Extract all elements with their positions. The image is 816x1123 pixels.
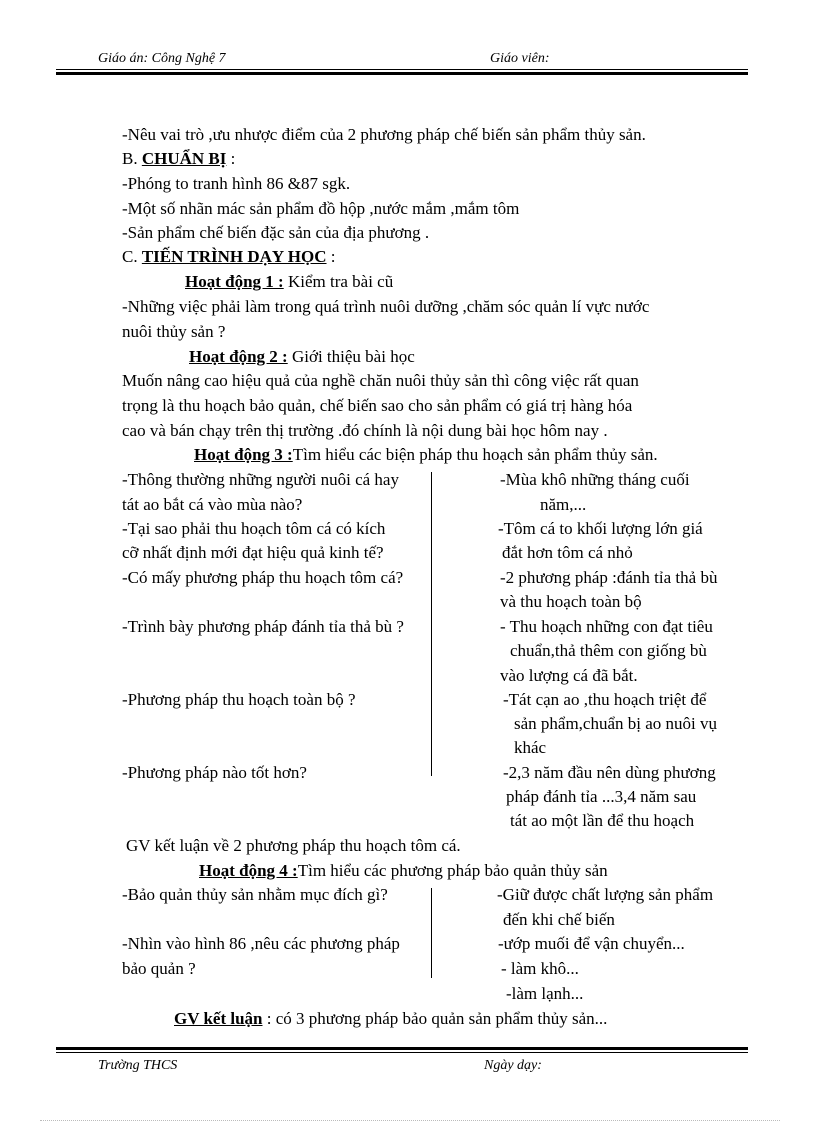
qa2-answer: -ướp muối để vận chuyển... bbox=[498, 934, 685, 953]
footer-left: Trường THCS bbox=[98, 1058, 178, 1073]
qa1-answer: và thu hoạch toàn bộ bbox=[500, 592, 642, 611]
intro-paragraph-line-1: Muốn nâng cao hiệu quả của nghề chăn nuôi thủy sản thì công việc rất quan bbox=[122, 371, 639, 390]
prep-line-3: -Sản phẩm chế biến đặc sản của địa phương . bbox=[122, 223, 430, 242]
review-question-line-2: nuôi thủy sản ? bbox=[122, 322, 226, 341]
section-c-title: TIẾN TRÌNH DẠY HỌC bbox=[141, 247, 327, 266]
qa1-answer: đắt hơn tôm cá nhỏ bbox=[502, 543, 633, 562]
header-rule-thick bbox=[56, 72, 748, 75]
activity-4-heading bbox=[199, 860, 608, 881]
prep-line-1: -Phóng to tranh hình 86 &87 sgk. bbox=[122, 174, 351, 193]
qa1-question: cỡ nhất định mới đạt hiệu quả kinh tế? bbox=[122, 543, 384, 562]
footer-rule-thin bbox=[56, 1052, 748, 1053]
qa2-question: bảo quản ? bbox=[122, 959, 196, 978]
header-left: Giáo án: Công Nghệ 7 bbox=[98, 51, 226, 66]
qa1-answer: -Tôm cá to khối lượng lớn giá bbox=[498, 519, 703, 538]
page-edge-divider bbox=[40, 1120, 780, 1121]
activity-3-heading bbox=[194, 444, 658, 465]
qa1-question: -Tại sao phải thu hoạch tôm cá có kích bbox=[122, 519, 386, 538]
activity-2-heading bbox=[189, 346, 415, 367]
conclusion-harvest: GV kết luận về 2 phương pháp thu hoạch tôm cá. bbox=[126, 836, 461, 855]
section-b-prefix: B. bbox=[122, 149, 142, 168]
qa1-answer: tát ao một lần để thu hoạch bbox=[510, 811, 695, 830]
activity-1-heading bbox=[185, 271, 393, 292]
conclusion-preservation-title: GV kết luận bbox=[174, 1009, 263, 1028]
qa1-answer: -2,3 năm đầu nên dùng phương bbox=[503, 763, 716, 782]
column-divider bbox=[431, 472, 432, 776]
qa1-answer: năm,... bbox=[540, 495, 587, 514]
qa1-question: -Phương pháp thu hoạch toàn bộ ? bbox=[122, 690, 356, 709]
activity-2-text: Giới thiệu bài học bbox=[287, 347, 415, 366]
qa1-answer: -Mùa khô những tháng cuối bbox=[500, 470, 690, 489]
qa2-answer: -Giữ được chất lượng sản phẩm bbox=[497, 885, 714, 904]
section-b-title: CHUẨN BỊ bbox=[141, 149, 227, 168]
activity-4-text: Tìm hiểu các phương pháp bảo quản thủy sản bbox=[297, 861, 608, 880]
qa1-answer: - Thu hoạch những con đạt tiêu bbox=[500, 617, 713, 636]
activity-1-text: Kiểm tra bài cũ bbox=[283, 272, 394, 291]
qa1-answer: pháp đánh tỉa ...3,4 năm sau bbox=[506, 787, 697, 806]
qa2-answer: - làm khô... bbox=[501, 959, 579, 978]
activity-2-title: Hoạt động 2 : bbox=[189, 347, 288, 366]
qa1-question: -Phương pháp nào tốt hơn? bbox=[122, 763, 307, 782]
footer-rule-thick bbox=[56, 1047, 748, 1050]
objective-line: -Nêu vai trò ,ưu nhược điểm của 2 phương pháp chế biến sản phẩm thủy sản. bbox=[122, 125, 646, 144]
qa1-question: -Thông thường những người nuôi cá hay bbox=[122, 470, 399, 489]
conclusion-preservation bbox=[174, 1008, 607, 1029]
qa1-question: -Có mấy phương pháp thu hoạch tôm cá? bbox=[122, 568, 404, 587]
section-b-suffix: : bbox=[226, 149, 236, 168]
qa1-question: -Trình bày phương pháp đánh tỉa thả bù ? bbox=[122, 617, 404, 636]
review-question-line-1: -Những việc phải làm trong quá trình nuôi dưỡng ,chăm sóc quản lí vực nước bbox=[122, 297, 650, 316]
qa2-question: -Nhìn vào hình 86 ,nêu các phương pháp bbox=[122, 934, 400, 953]
qa2-answer: -làm lạnh... bbox=[506, 984, 584, 1003]
activity-1-title: Hoạt động 1 : bbox=[185, 272, 284, 291]
section-c-suffix: : bbox=[326, 247, 336, 266]
intro-paragraph-line-2: trọng là thu hoạch bảo quản, chế biến sao cho sản phẩm có giá trị hàng hóa bbox=[122, 396, 633, 415]
activity-4-title: Hoạt động 4 : bbox=[199, 861, 298, 880]
section-c-heading bbox=[122, 246, 336, 267]
qa1-answer: chuẩn,thả thêm con giống bù bbox=[510, 641, 707, 660]
prep-line-2: -Một số nhãn mác sản phẩm đồ hộp ,nước mắm ,mắm tôm bbox=[122, 199, 520, 218]
qa2-answer: đến khi chế biến bbox=[503, 910, 615, 929]
header-rule-thin bbox=[56, 69, 748, 70]
activity-3-title: Hoạt động 3 : bbox=[194, 445, 293, 464]
section-c-prefix: C. bbox=[122, 247, 142, 266]
qa1-question: tát ao bắt cá vào mùa nào? bbox=[122, 495, 303, 514]
conclusion-preservation-text: : có 3 phương pháp bảo quản sản phẩm thủy sản... bbox=[262, 1009, 608, 1028]
qa1-answer: sản phẩm,chuẩn bị ao nuôi vụ bbox=[514, 714, 718, 733]
footer-right: Ngày dạy: bbox=[484, 1058, 542, 1073]
qa2-question: -Bảo quản thủy sản nhằm mục đích gì? bbox=[122, 885, 388, 904]
section-b-heading bbox=[122, 148, 235, 169]
intro-paragraph-line-3: cao và bán chạy trên thị trường .đó chính là nội dung bài học hôm nay . bbox=[122, 421, 608, 440]
column-divider bbox=[431, 888, 432, 978]
qa1-answer: vào lượng cá đã bắt. bbox=[500, 666, 638, 685]
qa1-answer: -2 phương pháp :đánh tỉa thả bù bbox=[500, 568, 718, 587]
header-right: Giáo viên: bbox=[490, 51, 550, 66]
qa1-answer: -Tát cạn ao ,thu hoạch triệt để bbox=[503, 690, 707, 709]
activity-3-text: Tìm hiểu các biện pháp thu hoạch sản phẩm thủy sản. bbox=[292, 445, 658, 464]
qa1-answer: khác bbox=[514, 738, 547, 757]
